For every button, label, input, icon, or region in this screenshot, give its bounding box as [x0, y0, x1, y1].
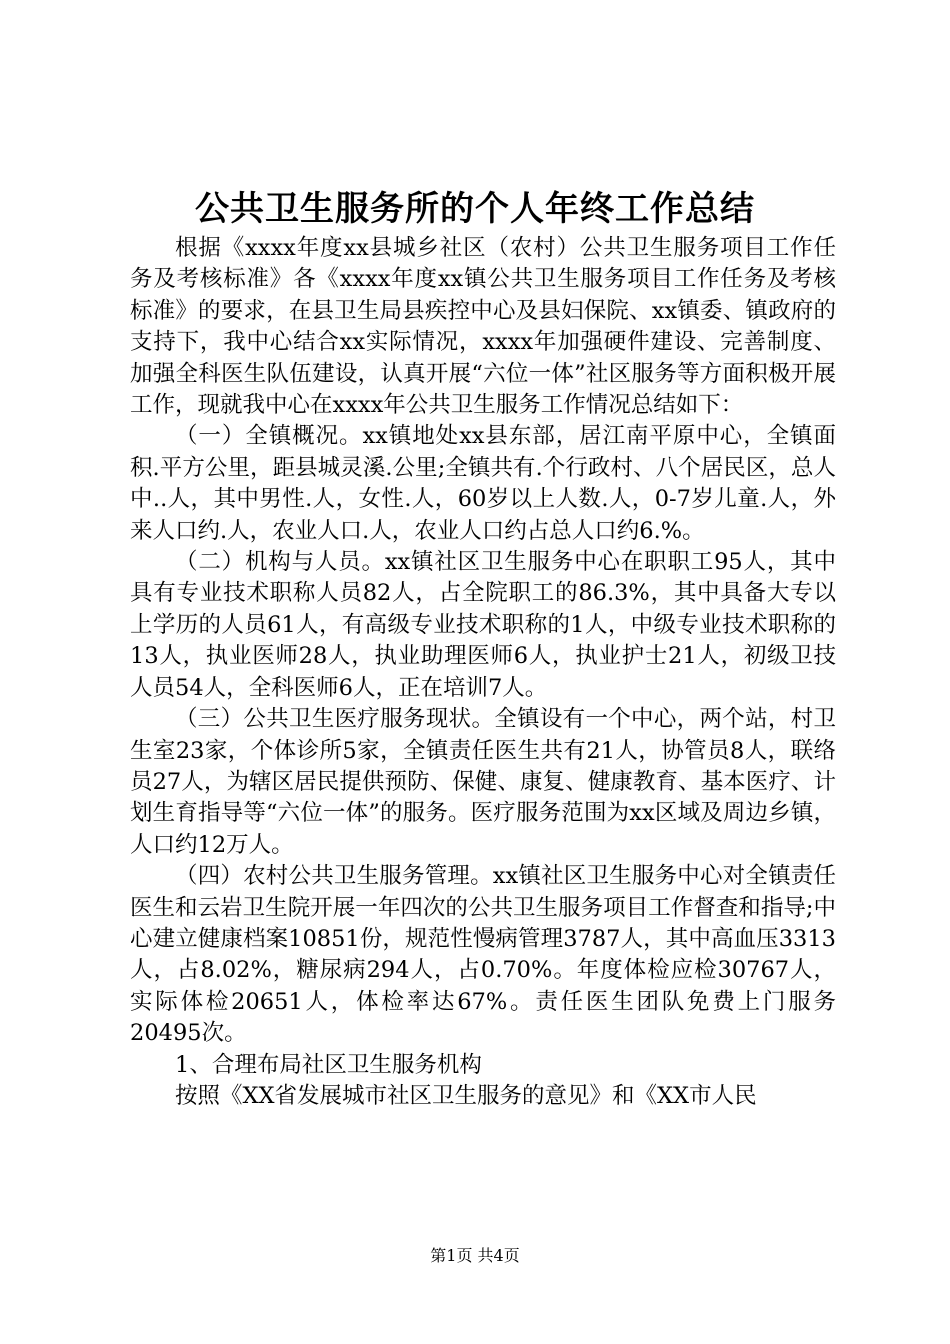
document-body [130, 233, 836, 1112]
paragraph-staff: （二）机构与人员。xx镇社区卫生服务中心在职职工95人，其中具有专业技术职称人员82人，占全院职工的86.3%，其中具备大专以上学历的人员61人，有高级专业技术职称的1人，中级专业技术职称的13人，执业医师28人，执业助理医师6人，执业护士21人，初级卫技人员54人，全科医师6人，正在培训7人。 [130, 549, 836, 701]
document-title: 公共卫生服务所的个人年终工作总结 [195, 189, 755, 229]
paragraph-management: （四）农村公共卫生服务管理。xx镇社区卫生服务中心对全镇责任医生和云岩卫生院开展一年四次的公共卫生服务项目工作督查和指导;中心建立健康档案10851份，规范性慢病管理3787人，其中高血压3313人，占8.02%，糖尿病294人，占0.70%。年度体检应检30767人，实际体检20651人，体检率达67%。责任医生团队免费上门服务20495次。 [130, 863, 836, 1047]
paragraph-services: （三）公共卫生医疗服务现状。全镇设有一个中心，两个站，村卫生室23家，个体诊所5家，全镇责任医生共有21人，协管员8人，联络员27人，为辖区居民提供预防、保健、康复、健康教育、基本医疗、计划生育指导等“六位一体”的服务。医疗服务范围为xx区域及周边乡镇，人口约12万人。 [130, 706, 836, 858]
paragraph-overview: （一）全镇概况。xx镇地处xx县东部，居江南平原中心，全镇面积.平方公里，距县城灵溪.公里;全镇共有.个行政村、八个居民区，总人中..人，其中男性.人，女性.人，60岁以上人数.人，0-7岁儿童.人，外来人口约.人，农业人口.人，农业人口约占总人口约6.%。 [130, 423, 836, 544]
paragraph-intro: 根据《xxxx年度xx县城乡社区（农村）公共卫生服务项目工作任务及考核标准》各《xxxx年度xx镇公共卫生服务项目工作任务及考核标准》的要求，在县卫生局县疾控中心及县妇保院、xx镇委、镇政府的支持下，我中心结合xx实际情况，xxxx年加强硬件建设、完善制度、加强全科医生队伍建设，认真开展“六位一体”社区服务等方面积极开展工作，现就我中心在xxxx年公共卫生服务工作情况总结如下： [130, 235, 836, 419]
page-footer: 第1页 共4页 [430, 1246, 520, 1265]
paragraph-heading-1: 1、合理布局社区卫生服务机构 [175, 1051, 482, 1078]
paragraph-last: 按照《XX省发展城市社区卫生服务的意见》和《XX市人民 [175, 1082, 757, 1109]
